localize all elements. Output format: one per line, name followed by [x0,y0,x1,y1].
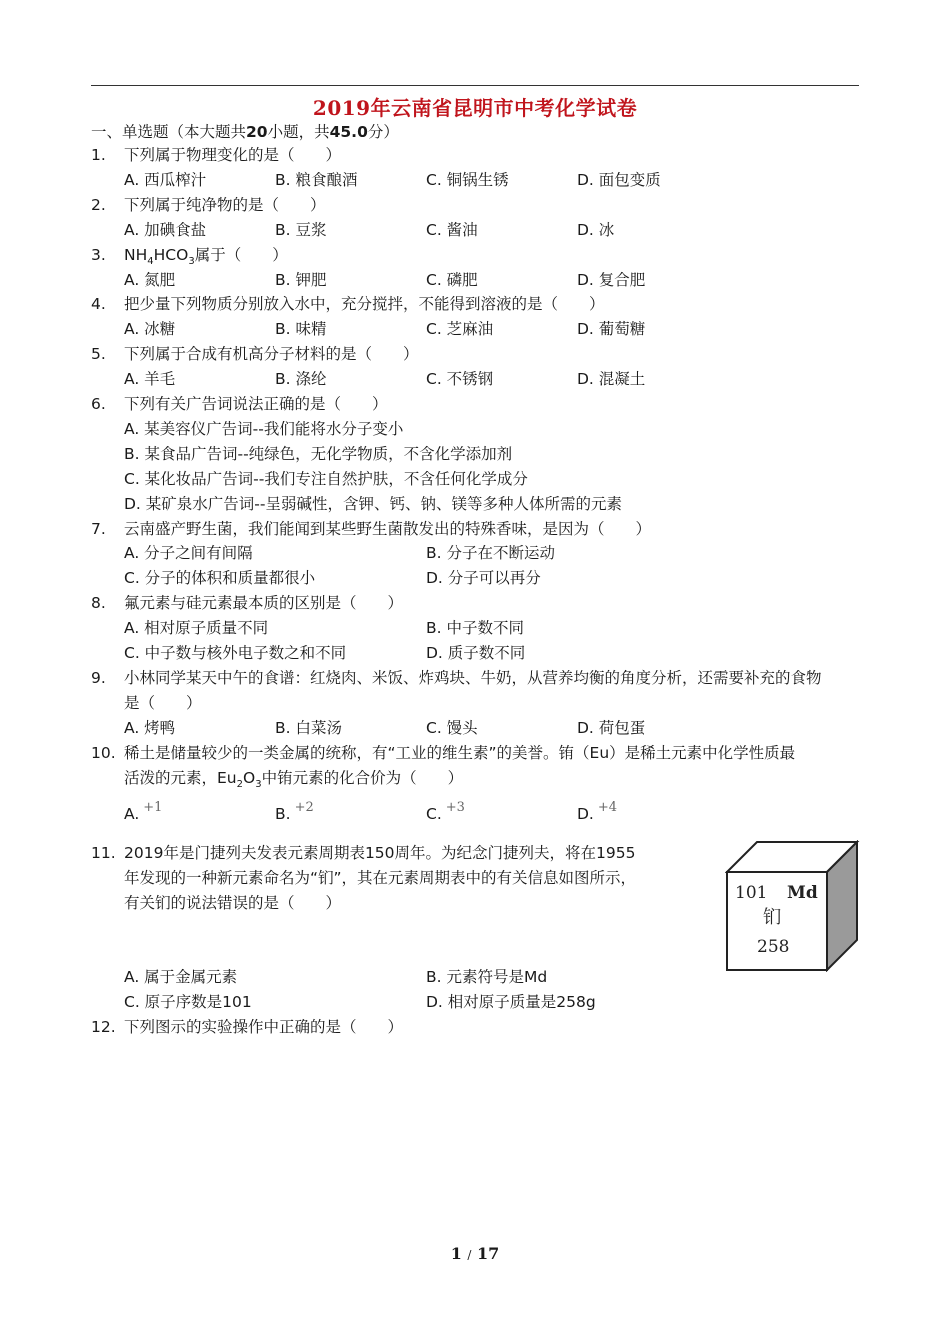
question-stem: 2019年是门捷列夫发表元素周期表150周年。为纪念门捷列夫，将在1955 [124,844,636,862]
option-d: D. $^{+4}$ [577,800,618,823]
question-stem: 氟元素与硅元素最本质的区别是（ ） [124,594,404,612]
option-b: B. 分子在不断运动 [426,544,555,562]
option-c: C. 芝麻油 [426,320,494,338]
question-number: 10. [91,744,116,762]
option-c: C. 磷肥 [426,271,478,289]
option-c: C. 酱油 [426,221,478,239]
option-b: B. 白菜汤 [275,719,342,737]
option-a: A. 属于金属元素 [124,968,238,986]
question-stem: 小林同学某天中午的食谱：红烧肉、米饭、炸鸡块、牛奶，从营养均衡的角度分析，还需要补充的食物 [124,669,822,687]
option-a: A. 西瓜榨汁 [124,171,207,189]
option-a: A. 烤鸭 [124,719,176,737]
question-stem: $NH_4HCO_3$属于（ ） [124,246,288,268]
option-b: B. 元素符号是Md [426,968,548,986]
option-d: D. 分子可以再分 [426,569,541,587]
question-number: 9. [91,669,106,687]
question-stem: 下列属于纯净物的是（ ） [124,196,326,214]
question-number: 2. [91,196,106,214]
option-b: B. 涤纶 [275,370,327,388]
option-d: D. 混凝土 [577,370,646,388]
option-a: A. 冰糖 [124,320,176,338]
question-stem-cont: 活泼的元素，$Eu_2O_3$中铕元素的化合价为（ ） [124,769,464,791]
option-d: D. 葡萄糖 [577,320,646,338]
option-a: A. 羊毛 [124,370,176,388]
question-stem: 下列属于合成有机高分子材料的是（ ） [124,345,419,363]
element-symbol: Md [787,883,818,903]
option-b: B. $^{+2}$ [275,800,314,823]
option-c: C. 铜锅生锈 [426,171,509,189]
option-a: A. 加碘食盐 [124,221,207,239]
option-c: C. $^{+3}$ [426,800,465,823]
option-a: A. 某美容仪广告词--我们能将水分子变小 [124,420,404,438]
question-stem-cont: 有关钔的说法错误的是（ ） [124,894,342,912]
question-number: 7. [91,520,106,538]
option-c: C. 不锈钢 [426,370,494,388]
option-d: D. 某矿泉水广告词--呈弱碱性，含钾、钙、钠、镁等多种人体所需的元素 [124,495,622,513]
question-number: 8. [91,594,106,612]
page-number: 1 / 17 [450,1244,500,1263]
question-stem-cont: 是（ ） [124,694,202,712]
question-stem: 云南盛产野生菌，我们能闻到某些野生菌散发出的特殊香味，是因为（ ） [124,520,652,538]
question-number: 12. [91,1018,116,1036]
atomic-mass: 258 [757,937,790,957]
option-c: C. 某化妆品广告词--我们专注自然护肤，不含任何化学成分 [124,470,528,488]
option-d: D. 荷包蛋 [577,719,646,737]
header-rule [91,85,859,86]
question-number: 11. [91,844,116,862]
option-b: B. 味精 [275,320,327,338]
option-a: A. $^{+1}$ [124,800,163,823]
question-number: 3. [91,246,106,264]
option-a: A. 分子之间有间隔 [124,544,253,562]
option-d: D. 面包变质 [577,171,661,189]
question-stem: 稀土是储量较少的一类金属的统称，有“工业的维生素”的美誉。铕（Eu）是稀土元素中化学性质最 [124,744,796,762]
question-number: 5. [91,345,106,363]
option-c: C. 分子的体积和质量都很小 [124,569,316,587]
option-a: A. 相对原子质量不同 [124,619,269,637]
option-d: D. 相对原子质量是258g [426,993,596,1011]
option-c: C. 原子序数是101 [124,993,252,1011]
question-stem: 把少量下列物质分别放入水中，充分搅拌，不能得到溶液的是（ ） [124,295,605,313]
option-b: B. 粮食酿酒 [275,171,358,189]
question-stem: 下列属于物理变化的是（ ） [124,146,342,164]
option-a: A. 氮肥 [124,271,176,289]
option-c: C. 馒头 [426,719,478,737]
question-stem-cont: 年发现的一种新元素命名为“钔”，其在元素周期表中的有关信息如图所示， [124,869,637,887]
atomic-number: 101 [735,883,768,903]
question-number: 6. [91,395,106,413]
element-name: 钔 [763,907,781,928]
question-number: 4. [91,295,106,313]
option-d: D. 冰 [577,221,615,239]
section-heading: 一、单选题（本大题共20小题，共45.0分） [91,123,399,141]
question-number: 1. [91,146,106,164]
option-d: D. 复合肥 [577,271,646,289]
option-b: B. 某食品广告词--纯绿色，无化学物质，不含化学添加剂 [124,445,513,463]
question-stem: 下列图示的实验操作中正确的是（ ） [124,1018,404,1036]
question-stem: 下列有关广告词说法正确的是（ ） [124,395,388,413]
periodic-element-figure [725,840,860,972]
option-d: D. 质子数不同 [426,644,526,662]
exam-title: 2019年云南省昆明市中考化学试卷 [312,96,638,120]
option-c: C. 中子数与核外电子数之和不同 [124,644,347,662]
option-b: B. 钾肥 [275,271,327,289]
option-b: B. 豆浆 [275,221,327,239]
option-b: B. 中子数不同 [426,619,524,637]
